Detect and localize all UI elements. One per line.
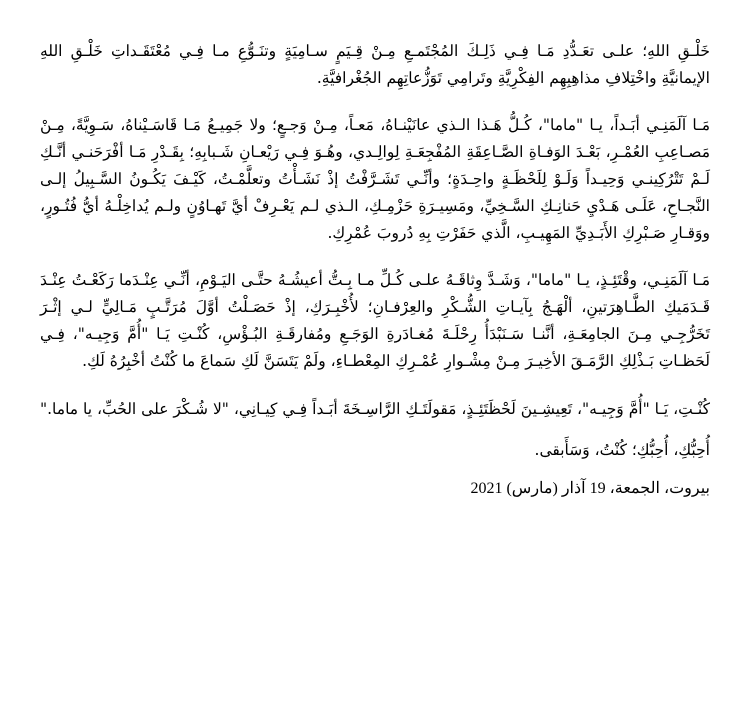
document-page: [40, 38, 710, 502]
paragraph-5: أُحِبُّكِ، أُحِبُّكِ؛ كُنْتُ، وَسَأَبقى.: [534, 441, 710, 459]
paragraph-1: خَلْـقِ اللهِ؛ علـى تعَـدُّدِ مَـا فِـي ذَلِـكَ المُجْتَمـعِ مِـنْ قِـيَمٍ سـامِيَةٍ وتنَـوُّعِ مـا فِـي مُعْتَقَـداتِ خَلْـقِ اللهِ الإيمانيَّةِ واخْتِلافِ مذاهِبِهِم الفِكْرِيَّةِ وتَرامِي تَوَزُّعاتِهِم الجُغْرافيَّةِ.: [40, 42, 710, 87]
paragraph-2: مَـا آلَمَنِـي أبَـداً، يـا "ماما"، كُـلُّ هَـذا الـذي عانَيْنـاهُ، مَعـاً، مِـنْ وَجـعٍ؛ ولا جَمِيـعُ مَـا قَاسَـيْناهُ، سَـوِيَّةً، مِـنْ مَصـاعِبِ العُمْـرِ، بَعْـدَ الوَفـاةِ الصَّـاعِقَةِ المُفْجِعَـةِ لِوالِـدي، وهُـوَ فِـي رَيْعـانِ شَـبابِهِ؛ بِقَـدْرِ مَـا أفْرَحَنـي أنَّـكِ لَـمْ تَتْرُكِينـي وَحِيـداً وَلَـوْ لِلَحْظَـةٍ واحِـدَةٍ؛ وأنِّـي تَشَـرَّفْتُ إذْ نَشَـأْتُ وتعلَّمْـتُ، كَيْـفَ يَكُـونُ السَّـبِيلُ إلـى النَّجـاحِ، عَلَـى هَـدْيِ حَنانِـكِ السَّـخِيِّ، ومَسِيـرَةِ حَزْمِـكِ، الـذي لـم يَعْـرِفْ أيَّ تَهـاوُنٍ ولـم يُداخِلْـهُ أيُّ فُتُـورٍ، ووَقـارِ صَـبْرِكِ الأَبَـدِيِّ المَهِيـبِ، الَّذي حَفَرْتِ بِهِ دُروبَ عُمْرِكِ.: [40, 116, 710, 242]
dateline: بيروت، الجمعة، 19 آذار (مارس) 2021: [470, 480, 710, 497]
paragraph-3: مَـا آلَمَنِـي، وقْتَئِـذٍ، يـا "ماما"، وَشَـدَّ وِثاقَـهُ علـى كُـلِّ مـا بِـتُّ أعيشُـهُ حتَّـى اليَـوْمِ، أنِّـي عِنْـدَما رَكَعْـتُ عِنْـدَ قَـدَمَيكِ الطَّـاهِرَتينِ، ألْهَـجُ بِآيـاتِ الشُّـكْرِ والعِرْفـانِ؛ لأُخْبِـرَكِ، إذْ حَصَـلْتُ أوَّلَ مُرَتَّـبٍ مَـالِيٍّ لـي إثْـرَ تَخَرُّجِـي مِـنَ الجامِعَـةِ، أنَّنـا سَـنَبْدَأُ رِحْلَـةَ مُغـادَرةِ الوَجَـعِ ومُفارقَـةِ البُـؤْسِ، كُنْـتِ يَـا "أُمَّ وَجِيـه"، فِـي لَحَظـاتِ بَـذْلِكِ الرَّمَـقَ الأخِيـرَ مِـنْ مِشْـوارِ عُمْـرِكِ المِعْطـاءِ، ولَمْ يَتَسَنَّ لَكِ سَماعَ ما كُنْتُ أخْبِرُهُ لَكِ.: [40, 271, 710, 370]
paragraph-4: كُنْـتِ، يَـا "أُمَّ وَجِيـه"، تَعِيشِـينَ لَحْظَتَئِـذٍ، مَقولَتَـكِ الرَّاسِـخَةَ أبَـداً فِـي كِيـانِي، "لا شُـكْرَ على الحُبِّ، يا ماما.": [39, 400, 710, 418]
